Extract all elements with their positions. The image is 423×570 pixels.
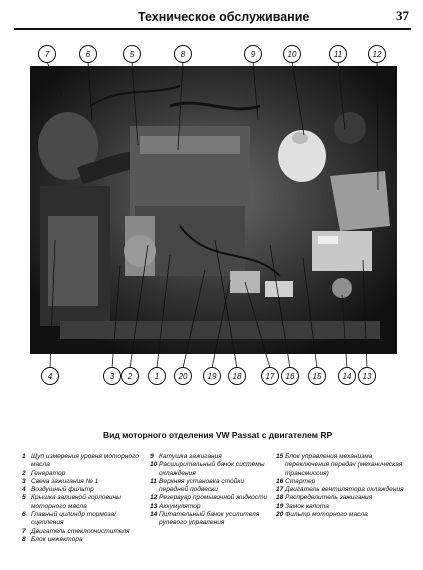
- callout-6: 6: [79, 45, 97, 63]
- legend-text: Генератор: [31, 469, 66, 477]
- legend-number: 13: [150, 502, 158, 510]
- callout-17: 17: [261, 367, 279, 385]
- legend-text: Фильтр моторного масла: [285, 511, 368, 519]
- legend-number: 14: [150, 511, 158, 519]
- section-title: Техническое обслуживание: [138, 10, 310, 24]
- legend-item: [276, 478, 406, 486]
- legend-item: [150, 503, 272, 511]
- legend-number: 3: [22, 477, 26, 485]
- legend-item: [22, 528, 148, 536]
- legend-text: Крышка заливной горловины моторного масла: [31, 494, 122, 510]
- legend-number: 2: [22, 469, 26, 477]
- legend-item: [150, 511, 272, 528]
- legend-text: Блок инжектора: [31, 535, 83, 543]
- legend-text: Свеча зажигания № 1: [31, 477, 99, 485]
- legend-number: 1: [22, 453, 26, 460]
- legend-number: 6: [22, 511, 26, 519]
- legend-item: [150, 494, 272, 502]
- legend-number: 7: [22, 527, 26, 535]
- legend-number: 18: [276, 494, 284, 502]
- legend-text: Резервуар промывочной жидкости: [159, 494, 268, 502]
- legend-text: Питательный бачок усилителя рулевого управления: [159, 511, 260, 527]
- legend-column-1: [22, 453, 148, 544]
- legend-item: [22, 511, 148, 528]
- legend-number: 19: [276, 502, 284, 510]
- callout-7: 7: [38, 45, 56, 63]
- legend-item: [150, 461, 272, 478]
- legend-item: [276, 453, 406, 478]
- legend-text: Замок капота: [285, 502, 329, 510]
- legend-text: Верхняя установка стойки передней подвески: [159, 477, 245, 494]
- callout-9: 9: [244, 45, 262, 63]
- callout-5: 5: [123, 45, 141, 63]
- legend-number: 15: [276, 453, 284, 460]
- legend-number: 10: [150, 461, 158, 469]
- callout-18: 18: [228, 367, 246, 385]
- legend-text: Расширительный бачок системы охлаждения: [159, 461, 265, 477]
- legend-number: 12: [150, 494, 158, 502]
- legend-number: 11: [150, 477, 157, 485]
- legend-column-3: [276, 453, 406, 519]
- callout-3: 3: [103, 367, 121, 385]
- legend-text: Двигатель вентилятора охлаждения: [285, 486, 404, 494]
- legend-text: Щуп измерения уровня моторного масла: [31, 453, 139, 469]
- legend-item: [276, 511, 406, 519]
- legend-number: 4: [22, 486, 26, 494]
- callout-10: 10: [283, 45, 301, 63]
- legend-number: 16: [276, 477, 284, 485]
- page-number: 37: [396, 8, 409, 23]
- callout-8: 8: [174, 45, 192, 63]
- callout-15: 15: [308, 367, 326, 385]
- legend-number: 20: [276, 511, 284, 519]
- legend-item: [276, 503, 406, 511]
- legend-number: 5: [22, 494, 26, 502]
- callout-20: 20: [174, 367, 192, 385]
- figure-caption: Вид моторного отделения VW Passat с двигателем RP: [103, 430, 333, 440]
- legend-text: Воздушный фильтр: [31, 486, 94, 494]
- legend-text: Блок управления механизма переключения передач (механическая трансмиссия): [285, 453, 403, 477]
- callout-16: 16: [281, 367, 299, 385]
- legend-item: [150, 478, 272, 495]
- legend-text: Распределитель зажигания: [285, 494, 373, 502]
- callout-12: 12: [368, 45, 386, 63]
- legend-text: Аккумулятор: [159, 502, 201, 510]
- legend-text: Двигатель стеклоочистителя: [31, 527, 130, 535]
- legend-item: [22, 494, 148, 511]
- legend-item: [22, 453, 148, 470]
- legend-number: 9: [150, 453, 154, 460]
- legend-item: [22, 478, 148, 486]
- callout-2: 2: [121, 367, 139, 385]
- callout-1: 1: [148, 367, 166, 385]
- legend-item: [22, 536, 148, 544]
- legend-text: Катушка зажигания: [159, 453, 222, 460]
- callout-4: 4: [41, 367, 59, 385]
- callout-14: 14: [338, 367, 356, 385]
- legend-text: Главный цилиндр тормоза/сцепления: [31, 511, 116, 527]
- legend-text: Стартер: [285, 477, 316, 485]
- legend-item: [22, 470, 148, 478]
- legend-number: 17: [276, 486, 284, 494]
- callout-11: 11: [329, 45, 347, 63]
- legend-column-2: [150, 453, 272, 528]
- legend-item: [276, 494, 406, 502]
- legend-number: 8: [22, 535, 26, 543]
- callout-19: 19: [203, 367, 221, 385]
- callout-13: 13: [358, 367, 376, 385]
